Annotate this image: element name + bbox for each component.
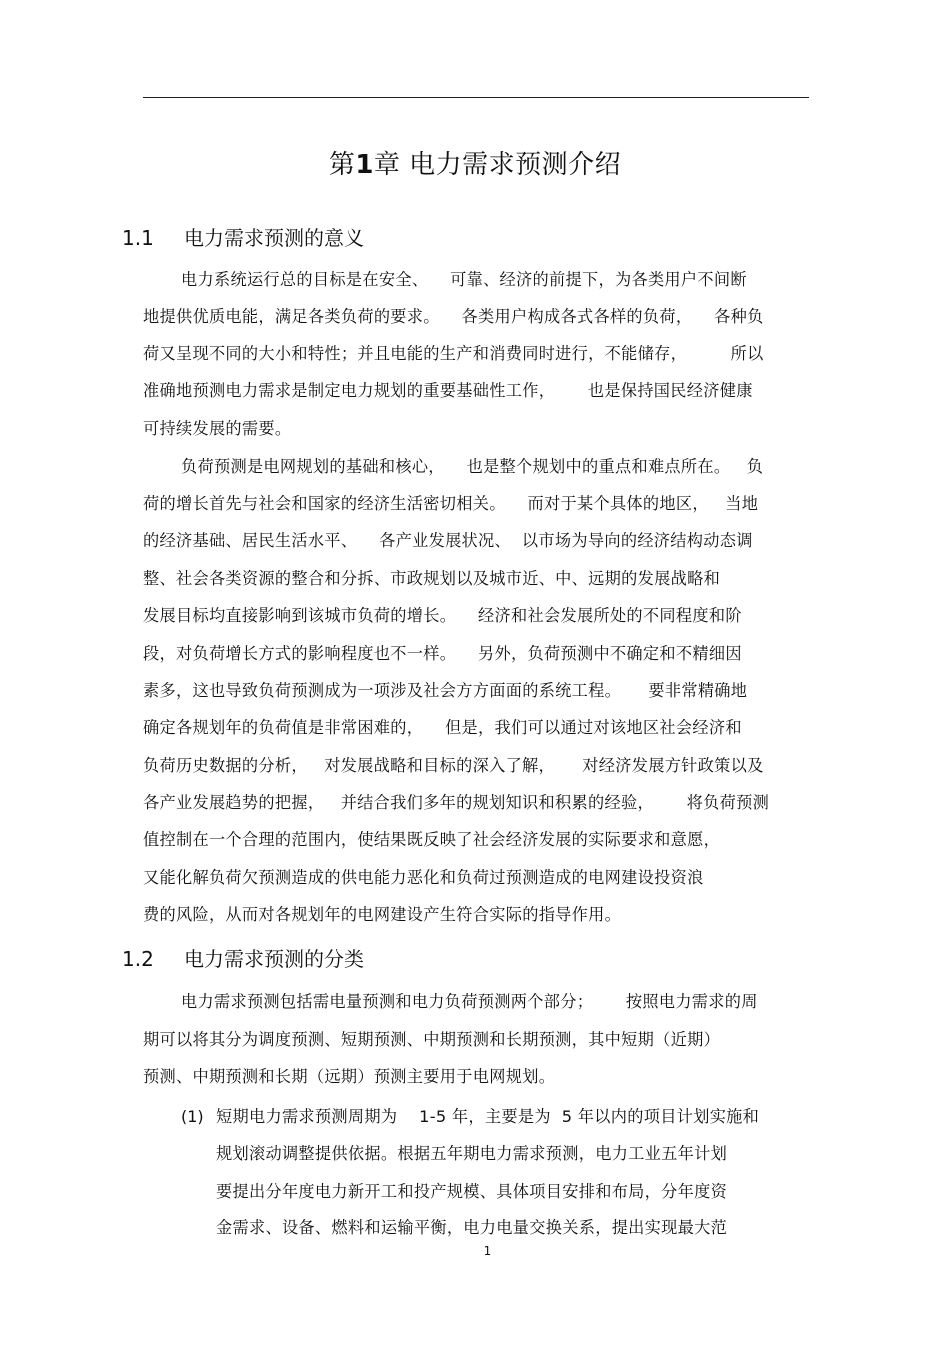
chapter-title-prefix: 第 xyxy=(328,150,356,180)
text-line: 费的风险，从而对各规划年的电网建设产生符合实际的指导作用。 xyxy=(143,905,622,924)
section-title: 电力需求预测的分类 xyxy=(184,947,364,971)
text-line: 荷又呈现不同的大小和特性；并且电能的生产和消费同时进行，不能储存， 所以 xyxy=(143,344,764,363)
text-line: 规划滚动调整提供依据。根据五年期电力需求预测，电力工业五年计划 xyxy=(216,1144,728,1163)
text-line: 负荷预测是电网规划的基础和核心， 也是整个规划中的重点和难点所在。 负 xyxy=(181,457,764,476)
text-line: 期可以将其分为调度预测、短期预测、中期预测和长期预测，其中短期（近期） xyxy=(143,1030,721,1049)
section-heading xyxy=(122,944,364,974)
text-line: 素多，这也导致负荷预测成为一项涉及社会方方面面的系统工程。 要非常精确地 xyxy=(143,681,748,700)
text-line: 可持续发展的需要。 xyxy=(143,419,292,438)
text-line: 短期电力需求预测周期为 1-5 年，主要是为 5 年以内的项目计划实施和 xyxy=(216,1107,760,1126)
list-marker: (1) xyxy=(181,1107,204,1126)
section-number: 1.2 xyxy=(122,947,154,971)
text-line: 值控制在一个合理的范围内，使结果既反映了社会经济发展的实际要求和意愿， xyxy=(143,830,721,849)
page-number: 1 xyxy=(483,1244,492,1258)
chapter-title-number: 1 xyxy=(355,150,374,180)
chapter-title-text: 章 电力需求预测介绍 xyxy=(373,150,622,180)
text-line: 发展目标均直接影响到该城市负荷的增长。 经济和社会发展所处的不同程度和阶 xyxy=(143,606,742,625)
text-line: 金需求、设备、燃料和运输平衡，电力电量交换关系，提出实现最大范 xyxy=(216,1218,728,1237)
section-title: 电力需求预测的意义 xyxy=(184,226,364,250)
text-line: 电力需求预测包括需电量预测和电力负荷预测两个部分； 按照电力需求的周 xyxy=(181,992,758,1011)
section-number: 1.1 xyxy=(122,226,154,250)
text-line: 准确地预测电力需求是制定电力规划的重要基础性工作， 也是保持国民经济健康 xyxy=(143,381,753,400)
text-line: 负荷历史数据的分析， 对发展战略和目标的深入了解， 对经济发展方针政策以及 xyxy=(143,756,764,775)
text-line: 的经济基础、居民生活水平、 各产业发展状况、 以市场为导向的经济结构动态调 xyxy=(143,531,753,550)
text-line: 荷的增长首先与社会和国家的经济生活密切相关。 而对于某个具体的地区， 当地 xyxy=(143,494,759,513)
text-line: 又能化解负荷欠预测造成的供电能力恶化和负荷过预测造成的电网建设投资浪 xyxy=(143,868,704,887)
text-line: 段，对负荷增长方式的影响程度也不一样。 另外，负荷预测中不确定和不精细因 xyxy=(143,644,742,663)
header-rule xyxy=(143,97,809,98)
text-line: 要提出分年度电力新开工和投产规模、具体项目安排和布局，分年度资 xyxy=(216,1182,728,1201)
chapter-title xyxy=(0,145,950,185)
text-line: 整、社会各类资源的整合和分拆、市政规划以及城市近、中、远期的发展战略和 xyxy=(143,569,721,588)
text-line: 电力系统运行总的目标是在安全、 可靠、经济的前提下，为各类用户不间断 xyxy=(181,270,747,289)
section-heading xyxy=(122,223,364,253)
text-line: 预测、中期预测和长期（远期）预测主要用于电网规划。 xyxy=(143,1067,556,1086)
text-line: 各产业发展趋势的把握， 并结合我们多年的规划知识和积累的经验， 将负荷预测 xyxy=(143,793,770,812)
text-line: 地提供优质电能，满足各类负荷的要求。 各类用户构成各式各样的负荷， 各种负 xyxy=(143,307,764,326)
text-line: 确定各规划年的负荷值是非常困难的， 但是，我们可以通过对该地区社会经济和 xyxy=(143,718,742,737)
